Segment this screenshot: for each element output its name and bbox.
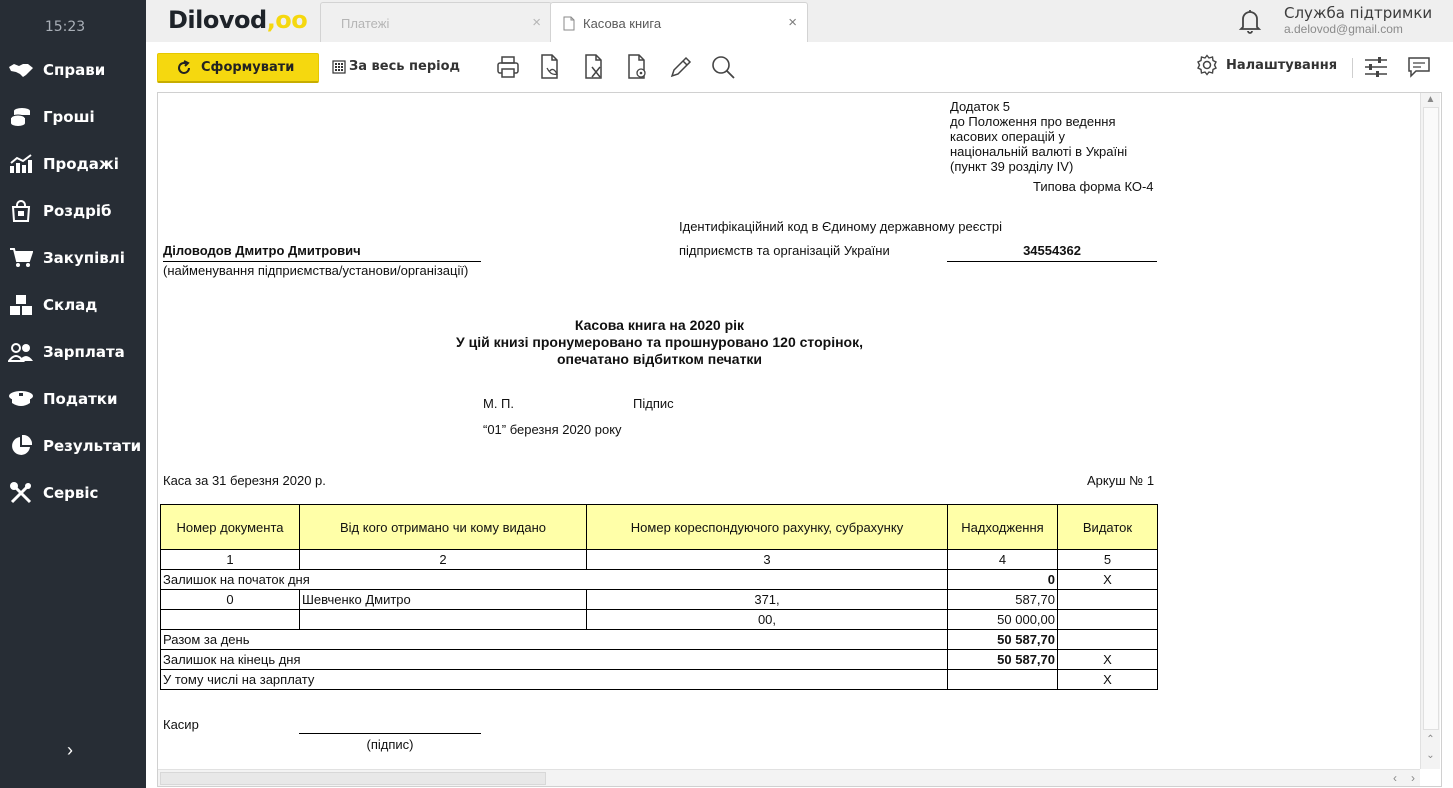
sidebar-item-label: Сервіс — [43, 484, 99, 502]
sidebar-item-label: Справи — [43, 61, 106, 79]
sidebar-item-results[interactable] — [0, 426, 146, 466]
expense-cell: X — [1058, 670, 1158, 690]
logo-text: Dilovod — [168, 6, 267, 34]
appendix-line: касових операцій у — [950, 129, 1066, 144]
sidebar-item-label: Результати — [43, 437, 142, 455]
sidebar — [0, 0, 146, 788]
appendix-line: Додаток 5 — [950, 99, 1010, 114]
shopping-bag-icon — [8, 199, 34, 223]
income-cell: 50 587,70 — [948, 630, 1058, 650]
table-header-row — [161, 505, 1158, 550]
generate-button[interactable] — [157, 53, 319, 83]
officer-cap-icon — [8, 387, 34, 411]
cash-date: Каса за 31 березня 2020 р. — [163, 473, 326, 488]
income-cell: 587,70 — [948, 590, 1058, 610]
sales-chart-icon — [8, 152, 34, 176]
generate-label: Сформувати — [201, 60, 295, 75]
sidebar-item-label: Податки — [43, 390, 118, 408]
settings-label: Налаштування — [1226, 57, 1338, 73]
boxes-icon — [8, 293, 34, 317]
column-number-row — [161, 550, 1158, 570]
top-bar — [146, 0, 1453, 42]
cart-icon — [8, 246, 34, 270]
chevron-left-icon[interactable]: ‹ — [1393, 771, 1397, 785]
tab-payments[interactable] — [320, 2, 552, 43]
appendix-line: національній валюті в Україні — [950, 144, 1128, 159]
sidebar-item-salary[interactable] — [0, 332, 146, 372]
doc-number-cell — [161, 610, 300, 630]
signature-line — [299, 733, 481, 734]
signature-label: Підпис — [633, 396, 674, 411]
search-icon[interactable] — [710, 54, 736, 80]
sidebar-expand-button[interactable]: › — [67, 740, 73, 760]
export-pdf-icon[interactable] — [538, 54, 564, 80]
chevron-up-icon[interactable]: ⌃ — [1426, 734, 1435, 745]
edit-pencil-icon[interactable] — [668, 54, 694, 80]
export-excel-icon[interactable] — [582, 54, 608, 80]
party-cell — [300, 610, 587, 630]
closing-balance-row — [161, 650, 1158, 670]
sidebar-item-label: Зарплата — [43, 343, 125, 361]
sheet-number: Аркуш № 1 — [1087, 473, 1155, 488]
sidebar-item-sales[interactable] — [0, 144, 146, 184]
sliders-icon[interactable] — [1363, 54, 1389, 80]
people-icon — [8, 340, 34, 364]
row-label: У тому числі на зарплату — [161, 670, 948, 690]
salary-row — [161, 670, 1158, 690]
horizontal-scrollbar[interactable] — [158, 769, 1420, 786]
sidebar-item-label: Продажі — [43, 155, 119, 173]
account-cell: 00, — [587, 610, 948, 630]
income-cell: 50 587,70 — [948, 650, 1058, 670]
row-label: Разом за день — [161, 630, 948, 650]
settings-button[interactable] — [1196, 54, 1337, 76]
support-title[interactable]: Служба підтримки — [1284, 4, 1433, 22]
column-header: Надходження — [948, 505, 1058, 550]
income-cell — [948, 670, 1058, 690]
day-total-row — [161, 630, 1158, 650]
sidebar-item-taxes[interactable] — [0, 379, 146, 419]
column-header: Номер документа — [161, 505, 300, 550]
expense-cell — [1058, 610, 1158, 630]
sidebar-item-cases[interactable] — [0, 50, 146, 90]
column-number: 2 — [300, 550, 587, 570]
vertical-scrollbar[interactable] — [1420, 93, 1440, 769]
period-label: За весь період — [349, 59, 461, 74]
column-header: Видаток — [1058, 505, 1158, 550]
chat-icon[interactable] — [1406, 54, 1432, 80]
tab-label: Платежі — [341, 15, 390, 31]
scrollbar-thumb[interactable] — [160, 772, 546, 785]
sidebar-item-money[interactable] — [0, 97, 146, 137]
toolbar — [146, 42, 1453, 92]
sidebar-item-warehouse[interactable] — [0, 285, 146, 325]
book-title: У цій книзі пронумеровано та прошнуровано 120 сторінок, — [456, 334, 863, 350]
account-cell: 371, — [587, 590, 948, 610]
company-caption: (найменування підприємства/установи/організації) — [163, 263, 469, 278]
gear-icon — [1196, 54, 1218, 76]
column-number: 3 — [587, 550, 948, 570]
book-date: “01” березня 2020 року — [483, 422, 622, 437]
sidebar-item-purchases[interactable] — [0, 238, 146, 278]
form-type: Типова форма КО-4 — [1033, 179, 1154, 194]
income-cell: 50 000,00 — [948, 610, 1058, 630]
stamp-label: М. П. — [483, 396, 515, 411]
column-number: 5 — [1058, 550, 1158, 570]
sidebar-item-label: Гроші — [43, 108, 95, 126]
close-icon[interactable]: × — [788, 14, 797, 31]
column-number: 1 — [161, 550, 300, 570]
sidebar-item-retail[interactable] — [0, 191, 146, 231]
id-code-caption: Ідентифікаційний код в Єдиному державному реєстрі — [679, 219, 1002, 234]
tab-cash-book[interactable] — [550, 2, 808, 43]
opening-balance-row — [161, 570, 1158, 590]
expense-cell — [1058, 630, 1158, 650]
document-viewer — [157, 92, 1442, 787]
sidebar-item-label: Закупівлі — [43, 249, 125, 267]
appendix-line: (пункт 39 розділу IV) — [950, 159, 1074, 174]
expense-cell: X — [1058, 650, 1158, 670]
calendar-icon — [332, 60, 346, 74]
coins-icon — [8, 105, 34, 129]
company-name: Діловодов Дмитро Дмитрович — [163, 243, 481, 262]
id-code-caption: підприємств та організацій України — [679, 243, 890, 258]
pie-chart-icon — [8, 434, 34, 458]
refresh-icon — [176, 60, 192, 76]
logo[interactable] — [168, 6, 307, 34]
cashier-label: Касир — [163, 717, 199, 732]
column-header: Від кого отримано чи кому видано — [300, 505, 587, 550]
tab-label: Касова книга — [583, 15, 662, 31]
clock: 15:23 — [44, 19, 86, 35]
book-title: Касова книга на 2020 рік — [574, 317, 745, 333]
period-selector[interactable] — [332, 59, 460, 74]
signature-caption: (підпис) — [366, 737, 414, 752]
table-row — [161, 590, 1158, 610]
party-cell: Шевченко Дмитро — [300, 590, 587, 610]
sidebar-item-label: Склад — [43, 296, 98, 314]
print-icon[interactable] — [495, 54, 521, 80]
table-row — [161, 610, 1158, 630]
document-icon — [563, 16, 575, 31]
document-settings-icon[interactable] — [625, 54, 651, 80]
doc-number-cell: 0 — [161, 590, 300, 610]
sidebar-item-label: Роздріб — [43, 202, 112, 220]
id-code-value: 34554362 — [947, 243, 1157, 262]
row-label: Залишок на кінець дня — [161, 650, 948, 670]
toolbar-divider — [1352, 58, 1353, 78]
expense-cell: X — [1058, 570, 1158, 590]
cash-table — [160, 504, 1158, 690]
appendix-line: до Положення про ведення — [950, 114, 1116, 129]
bell-icon[interactable] — [1238, 8, 1262, 34]
cash-book-document — [158, 93, 1420, 769]
scroll-up-icon[interactable]: ▲ — [1425, 94, 1436, 105]
book-title: опечатано відбитком печатки — [556, 351, 763, 367]
close-icon[interactable]: × — [532, 14, 541, 31]
row-label: Залишок на початок дня — [161, 570, 948, 590]
chevron-down-icon[interactable]: ⌄ — [1426, 750, 1435, 761]
column-header: Номер кореспондуючого рахунку, субрахунку — [587, 505, 948, 550]
tools-icon — [8, 481, 34, 505]
scrollbar-thumb[interactable] — [1423, 107, 1439, 730]
logo-dots: ,oo — [266, 6, 308, 34]
handshake-icon — [8, 58, 34, 82]
expense-cell — [1058, 590, 1158, 610]
column-number: 4 — [948, 550, 1058, 570]
sidebar-item-service[interactable] — [0, 473, 146, 513]
chevron-right-icon[interactable]: › — [1411, 771, 1415, 785]
support-email: a.delovod@gmail.com — [1284, 22, 1403, 36]
income-cell: 0 — [948, 570, 1058, 590]
